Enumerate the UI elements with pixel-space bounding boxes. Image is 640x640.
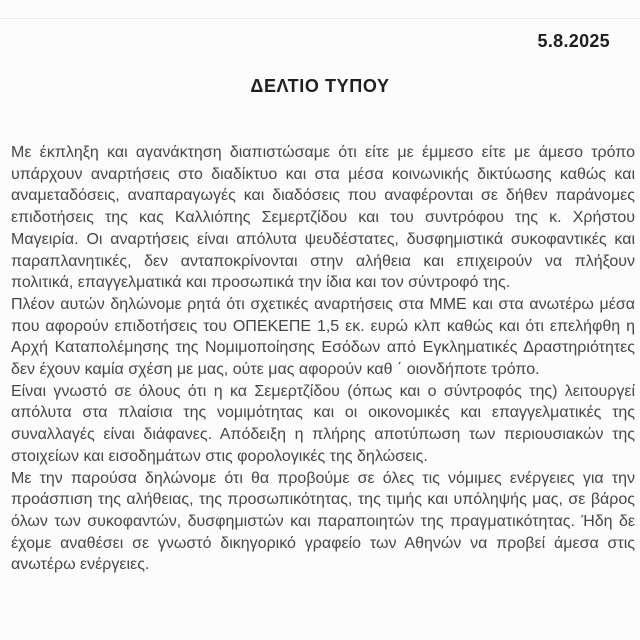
top-divider [0, 18, 640, 19]
press-release-paragraph: Πλέον αυτών δηλώνομε ρητά ότι σχετικές αναρτήσεις στα ΜΜΕ και στα ανωτέρω μέσα που αφορούν επιδοτήσεις του ΟΠΕΚΕΠΕ 1,5 εκ. ευρώ κλπ καθώς και ότι επελήφθη η Αρχή Καταπολέμησης της Νομιμοποίησης Εσόδων από Εγκληματικές Δραστηριότητες δεν έχουν καμία σχέση με μας, ούτε μας αφορούν καθ ΄ οιονδήποτε τρόπο. [11, 295, 635, 379]
press-release-paragraph: Με έκπληξη και αγανάκτηση διαπιστώσαμε ότι είτε με έμμεσο είτε με άμεσο τρόπο υπάρχουν αναρτήσεις στο διαδίκτυο και στα μέσα κοινωνικής δικτύωσης καθώς και αναμεταδόσεις, αναπαραγωγές και διαδόσεις που αναφέρονται σε δήθεν παράνομες επιδοτήσεις της κας Καλλιόπης Σεμερτζίδου και του συντρόφου της κ. Χρήστου Μαγειρία. Οι αναρτήσεις είναι απόλυτα ψευδέστατες, δυσφημιστικά συκοφαντικές και παραπλανητικές, δεν ανταποκρίνονται στην αλήθεια και επιχειρούν να πλήξουν πολιτικά, επαγγελματικά και προσωπικά την ίδια και τον σύντροφό της. [11, 144, 635, 292]
document-date: 5.8.2025 [537, 31, 610, 51]
press-release-paragraph: Με την παρούσα δηλώνομε ότι θα προβούμε σε όλες τις νόμιμες ενέργειες για την προάσπιση της αλήθειας, της προσωπικότητας, της τιμής και υπόληψής μας, σε βάρος όλων των συκοφαντών, δυσφημιστών και παραποιητών της πραγματικότητας. Ήδη δε έχομε αναθέσει σε γνωστό δικηγορικό γραφείο των Αθηνών να προβεί άμεσα στις ανωτέρω ενέργειες. [11, 469, 635, 574]
document-title: ΔΕΛΤΙΟ ΤΥΠΟΥ [250, 76, 390, 96]
press-release-paragraph: Είναι γνωστό σε όλους ότι η κα Σεμερτζίδου (όπως και ο σύντροφός της) λειτουργεί απόλυτα στα πλαίσια της νομιμότητας και οι οικονομικές και επαγγελματικές της συναλλαγές είναι διάφανες. Απόδειξη η πλήρης αποτύπωση των περιουσιακών της στοιχείων και εισοδημάτων στις φορολογικές της δηλώσεις. [11, 382, 635, 465]
document-body [11, 142, 635, 576]
